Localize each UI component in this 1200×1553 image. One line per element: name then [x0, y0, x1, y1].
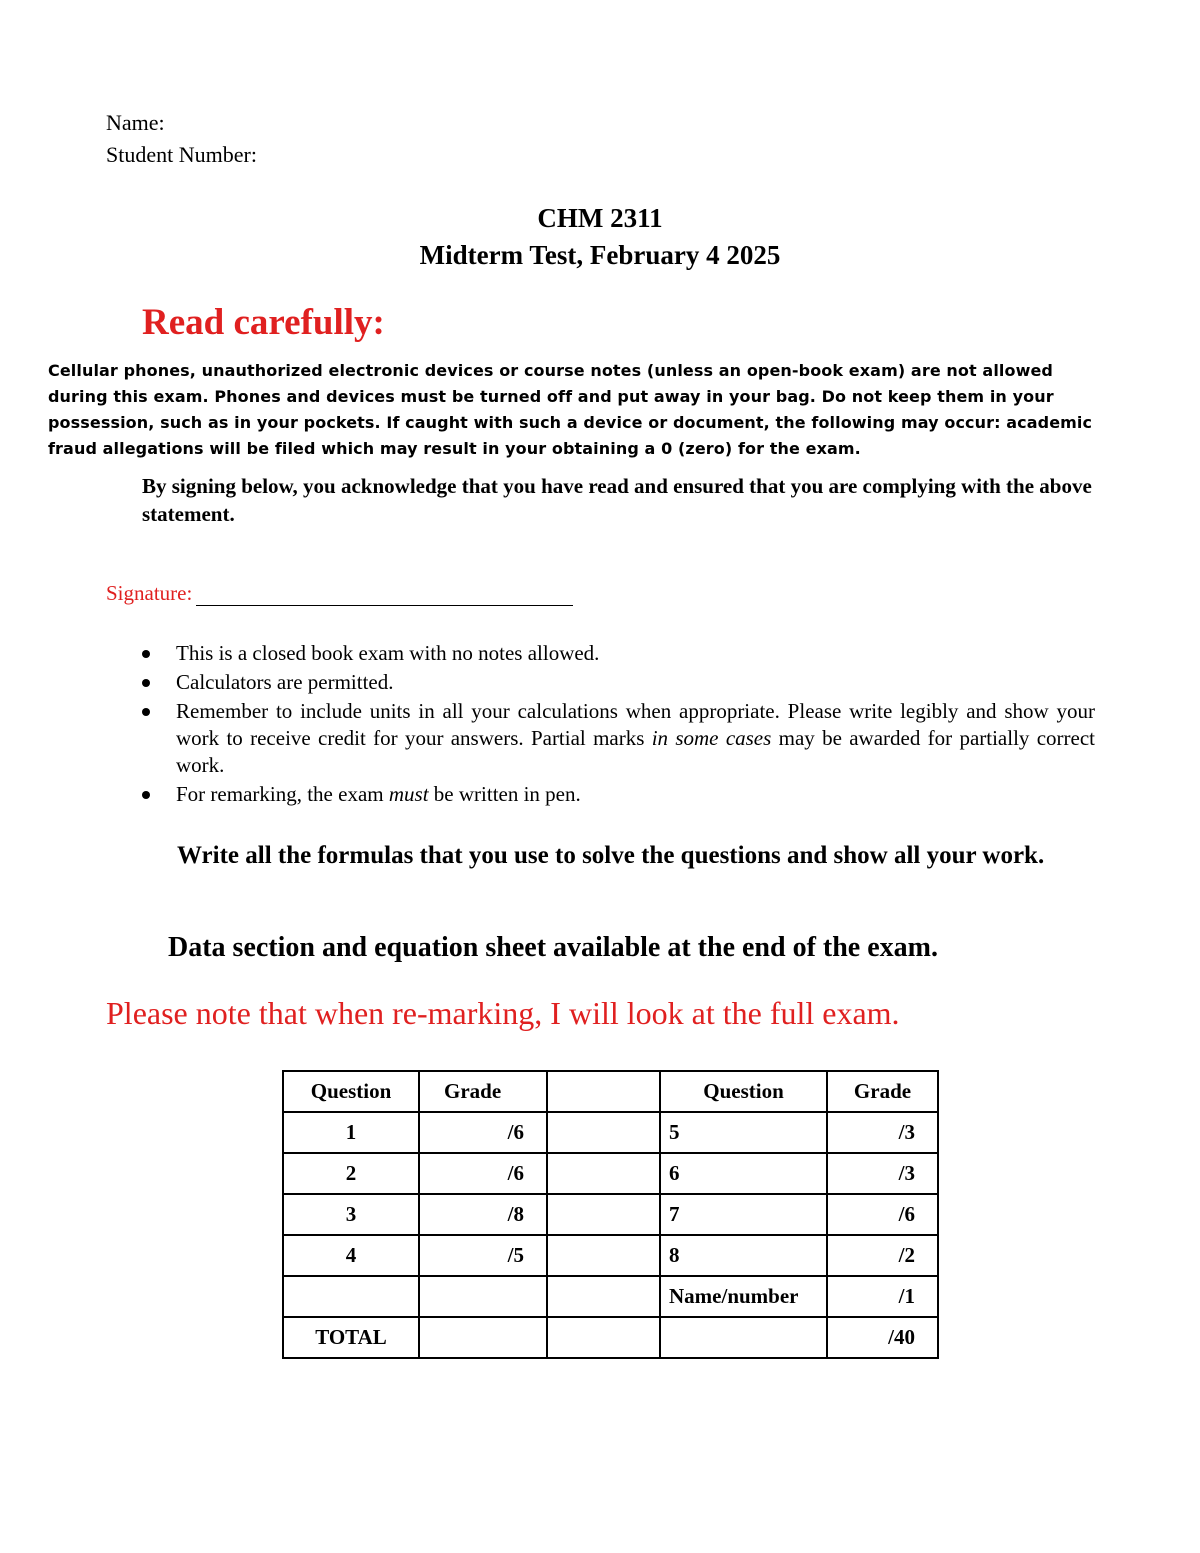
- bullet-icon: [142, 679, 150, 687]
- bullet-icon: [142, 708, 150, 716]
- list-item: This is a closed book exam with no notes allowed.: [142, 640, 1095, 667]
- data-section-note: Data section and equation sheet available at the end of the exam.: [168, 932, 938, 963]
- list-item: Calculators are permitted.: [142, 669, 1095, 696]
- student-number-label: Student Number:: [106, 142, 257, 167]
- read-carefully-heading: Read carefully:: [142, 302, 385, 343]
- list-item: Remember to include units in all your calculations when appropriate. Please write legibly and show your work to receive credit for your answers. Partial marks in some cases may be awarded for partially correct work.: [142, 698, 1095, 779]
- bullet-icon: [142, 791, 150, 799]
- course-title: CHM 2311: [537, 203, 663, 233]
- bullet-icon: [142, 650, 150, 658]
- table-row: 2 /6 6 /3: [283, 1153, 938, 1194]
- signature-line[interactable]: [196, 585, 573, 606]
- rules-list: [142, 640, 1095, 810]
- list-item: For remarking, the exam must be written in pen.: [142, 781, 1095, 808]
- table-row: 1 /6 5 /3: [283, 1112, 938, 1153]
- remark-note: Please note that when re-marking, I will look at the full exam.: [106, 995, 900, 1031]
- formulas-note: Write all the formulas that you use to solve the questions and show all your work.: [177, 842, 1045, 869]
- table-row: 4 /5 8 /2: [283, 1235, 938, 1276]
- name-label: Name:: [106, 110, 165, 135]
- table-row: 3 /8 7 /6: [283, 1194, 938, 1235]
- test-title: Midterm Test, February 4 2025: [419, 240, 781, 270]
- acknowledge-statement: By signing below, you acknowledge that you have read and ensured that you are complying with the above statement.: [142, 474, 1092, 526]
- device-warning: Cellular phones, unauthorized electronic devices or course notes (unless an open-book exam) are not allowed during this exam. Phones and devices must be turned off and put away in your bag. Do not keep them in your possession, such as in your pockets. If caught with such a device or document, the following may occur: academic fraud allegations will be filed which may result in your obtaining a 0 (zero) for the exam.: [48, 361, 1093, 458]
- table-row: Name/number /1: [283, 1276, 938, 1317]
- signature-field[interactable]: [106, 581, 573, 606]
- grade-table: [282, 1070, 939, 1359]
- signature-label: Signature:: [106, 581, 193, 605]
- table-header-row: Question Grade Question Grade: [283, 1071, 938, 1112]
- table-total-row: TOTAL /40: [283, 1317, 938, 1358]
